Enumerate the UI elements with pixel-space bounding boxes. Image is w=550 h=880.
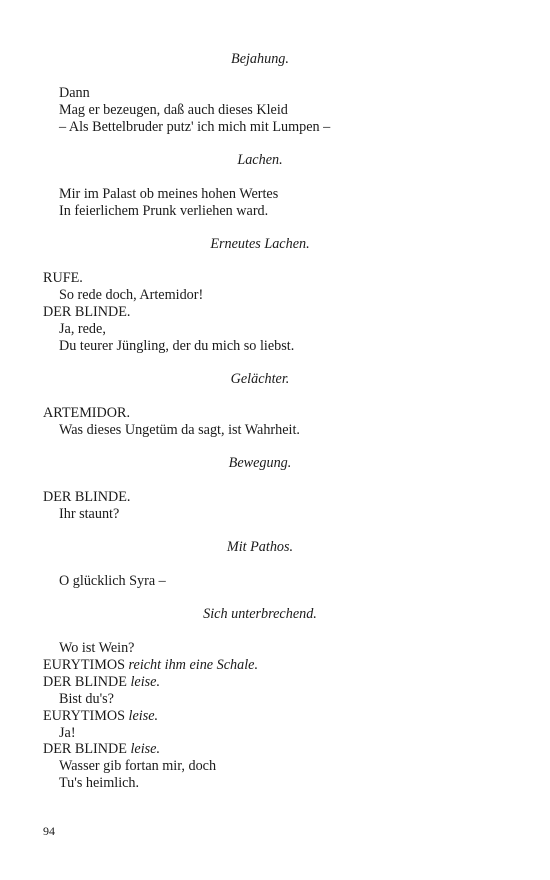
verse-line: Ja! — [59, 725, 76, 741]
verse-line: So rede doch, Artemidor! — [59, 287, 204, 303]
speaker-label: DER BLINDE. — [43, 304, 131, 320]
verse-line: Ja, rede, — [59, 321, 106, 337]
inline-stage-direction: leise. — [130, 674, 161, 690]
stage-direction: Erneutes Lachen. — [210, 236, 310, 252]
speaker-label — [43, 741, 160, 758]
speaker-name: DER BLINDE — [43, 674, 127, 690]
verse-line: Dann — [59, 85, 90, 101]
speaker-name: EURYTIMOS — [43, 708, 125, 724]
verse-line: Mag er bezeugen, daß auch dieses Kleid — [59, 102, 288, 118]
page-number: 94 — [43, 824, 55, 838]
verse-line: Wo ist Wein? — [59, 640, 135, 656]
stage-direction: Mit Pathos. — [226, 539, 294, 555]
verse-line: Du teurer Jüngling, der du mich so liebst. — [59, 338, 295, 354]
verse-line: Tu's heimlich. — [59, 775, 140, 791]
inline-stage-direction: reicht ihm eine Schale. — [128, 657, 259, 673]
speaker-label: ARTEMIDOR. — [43, 405, 131, 421]
speaker-label: DER BLINDE. — [43, 489, 131, 505]
verse-line: Mir im Palast ob meines hohen Wertes — [59, 186, 279, 202]
speaker-name: DER BLINDE — [43, 741, 127, 757]
stage-direction: Lachen. — [237, 152, 283, 168]
speaker-name: EURYTIMOS — [43, 657, 125, 673]
speaker-label — [43, 657, 258, 674]
inline-stage-direction: leise. — [128, 708, 159, 724]
verse-line: Ihr staunt? — [59, 506, 120, 522]
speaker-label — [43, 674, 160, 691]
stage-direction: Bewegung. — [228, 455, 292, 471]
stage-direction: Gelächter. — [230, 371, 290, 387]
verse-line: In feierlichem Prunk verliehen ward. — [59, 203, 269, 219]
speaker-label — [43, 708, 158, 725]
verse-line: Bist du's? — [59, 691, 114, 707]
verse-line: O glücklich Syra – — [59, 573, 166, 589]
verse-line: – Als Bettelbruder putz' ich mich mit Lumpen – — [59, 119, 331, 135]
verse-line: Wasser gib fortan mir, doch — [59, 758, 217, 774]
speaker-label: RUFE. — [43, 270, 83, 286]
inline-stage-direction: leise. — [130, 741, 161, 757]
stage-direction: Sich unterbrechend. — [203, 606, 317, 622]
stage-direction: Bejahung. — [231, 51, 289, 67]
verse-line: Was dieses Ungetüm da sagt, ist Wahrheit. — [59, 422, 300, 438]
